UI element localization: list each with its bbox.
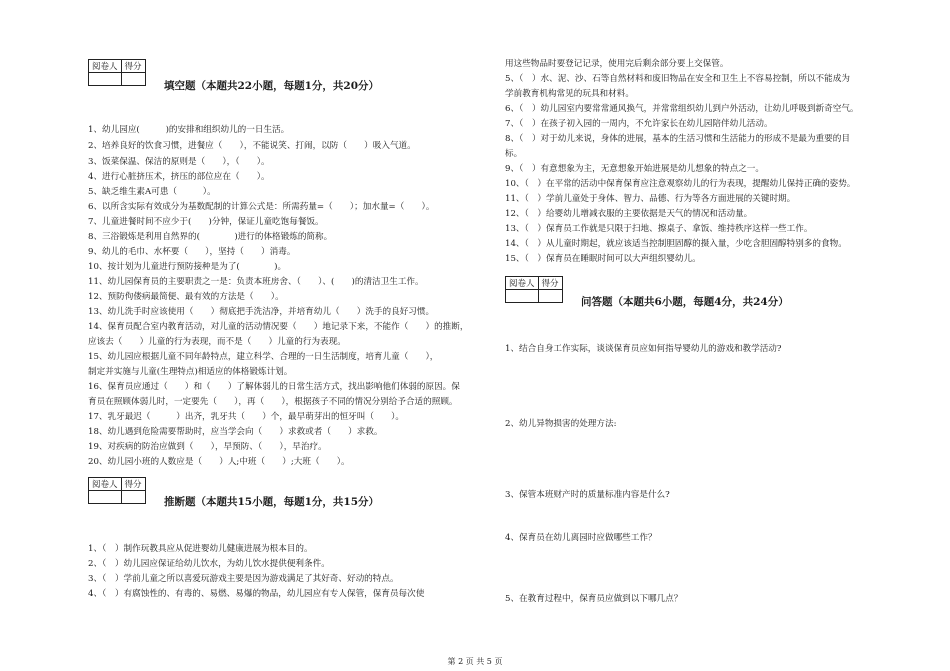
score-label: 得分 xyxy=(121,478,145,491)
qa-item: 4、保育员在幼儿离园时应做哪些工作？ xyxy=(505,533,657,543)
fill-item: 14、保育员配合室内教育活动，对儿童的活动情况要（ ）地记录下来，不能作（ ）的推断， xyxy=(88,322,469,332)
reviewer-label: 阅卷人 xyxy=(89,60,122,73)
judge-item: 6、（ ）幼儿园室内要常常通风换气，并常常组织幼儿到户外活动，让幼儿呼吸到新奇空气。 xyxy=(505,104,859,114)
score-table-qa xyxy=(505,276,563,303)
judge-item: 2、（ ）幼儿园应保证给幼儿饮水，为幼儿饮水提供便利条件。 xyxy=(88,559,330,569)
reviewer-cell[interactable] xyxy=(89,491,122,504)
fill-item: 10、按计划为儿童进行预防接种是为了( )。 xyxy=(88,262,287,272)
fill-item: 应该去（ ）儿童的行为表现，而不是（ ）儿童的行为表现。 xyxy=(88,337,346,347)
fill-item: 7、儿童进餐时间不应少于( )分钟，保证儿童吃饱每餐饭。 xyxy=(88,217,324,227)
fill-item: 育员在照顾体弱儿时，一定要先（ ），再（ ），根据孩子不同的情况分别给予合适的照顾。 xyxy=(88,397,458,407)
qa-item: 2、幼儿异物损害的处理方法: xyxy=(505,419,617,429)
fill-blank-title: 填空题（本题共22小题，每题1分，共20分） xyxy=(164,80,380,92)
judge-item: 10、（ ）在平常的活动中保育保育应注意观察幼儿的行为表现，提醒幼儿保持正确的姿势。 xyxy=(505,179,856,189)
judge-item: 1、（ ）制作玩教具应从促进婴幼儿健康进展为根本目的。 xyxy=(88,544,313,554)
fill-item: 5、缺乏维生素A可患（ ）。 xyxy=(88,187,216,197)
judge-item: 14、（ ）从儿童时期起，就应该适当控制胆固醇的摄入量，少吃含胆固醇特别多的食物。 xyxy=(505,239,847,249)
fill-item: 6、以所含实际有效成分为基数配制的计算公式是：所需药量=（ ）；加水量=（ ）。 xyxy=(88,202,435,212)
qa-title: 问答题（本题共6小题，每题4分，共24分） xyxy=(581,296,789,308)
reviewer-label: 阅卷人 xyxy=(89,478,122,491)
score-table-fill xyxy=(88,59,146,86)
fill-item: 19、对疾病的防治应做到（ ），早预防、（ ），早治疗。 xyxy=(88,442,327,452)
judge-item: 4、（ ）有腐蚀性的、有毒的、易燃、易爆的物品，幼儿园应有专人保管，保育员每次使 xyxy=(88,589,425,599)
fill-item: 20、幼儿园小班的人数应是（ ）人;中班（ ）;大班（ ）。 xyxy=(88,457,350,467)
qa-item: 5、在教育过程中，保育员应做到以下哪几点？ xyxy=(505,594,683,604)
judge-item: 学前教育机构常见的玩具和材料。 xyxy=(505,89,634,99)
score-label: 得分 xyxy=(121,60,145,73)
judge-item: 标。 xyxy=(505,149,523,159)
fill-item: 8、三浴锻炼是利用自然界的( )进行的体格锻炼的简称。 xyxy=(88,232,333,242)
fill-item: 9、幼儿的毛巾、水杯要（ ），坚持（ ）消毒。 xyxy=(88,247,296,257)
score-label: 得分 xyxy=(538,277,562,290)
judge-title: 推断题（本题共15小题，每题1分，共15分） xyxy=(164,496,380,508)
fill-item: 16、保育员应通过（ ）和（ ）了解体弱儿的日常生活方式，找出影响他们体弱的原因。保 xyxy=(88,382,460,392)
qa-item: 3、保管本班财产时的质量标准内容是什么? xyxy=(505,490,670,500)
judge-item: 11、（ ）学前儿童处于身体、智力、品德、行为等各方面进展的关键时期。 xyxy=(505,194,796,204)
score-cell[interactable] xyxy=(121,73,145,86)
reviewer-label: 阅卷人 xyxy=(506,277,539,290)
score-cell[interactable] xyxy=(538,290,562,303)
judge-item: 7、（ ）在孩子初入园的一周内，不允许家长在幼儿园陪伴幼儿活动。 xyxy=(505,119,773,129)
fill-item: 2、培养良好的饮食习惯，进餐应（ ），不能说笑、打闹，以防（ ）吸入气道。 xyxy=(88,141,416,151)
judge-item: 5、（ ）水、泥、沙、石等自然材料和废旧物品在安全和卫生上不容易控制，所以不能成为 xyxy=(505,74,850,84)
judge-item: 12、（ ）给婴幼儿增减衣服的主要依据是天气的情况和活动量。 xyxy=(505,209,753,219)
score-table-judge xyxy=(88,477,146,504)
page-footer: 第 2 页 共 5 页 xyxy=(447,657,503,666)
fill-item: 3、饭菜保温、保洁的原则是（ ），（ ）。 xyxy=(88,157,270,167)
judge-item: 9、（ ）有意想象为主，无意想象开始进展是幼儿想象的特点之一。 xyxy=(505,164,764,174)
judge-item: 3、（ ）学前儿童之所以喜爱玩游戏主要是因为游戏满足了其好奇、好动的特点。 xyxy=(88,574,399,584)
fill-item: 13、幼儿洗手时应该使用（ ）彻底把手洗洁净，并培育幼儿（ ）洗手的良好习惯。 xyxy=(88,307,435,317)
judge-item: 15、（ ）保育员在睡眠时间可以大声组织婴幼儿。 xyxy=(505,254,701,264)
fill-item: 1、幼儿园应( )的安排和组织幼儿的一日生活。 xyxy=(88,125,290,135)
judge-item: 8、（ ）对于幼儿来说，身体的进展，基本的生活习惯和生活能力的形成不是最为重要的目 xyxy=(505,134,850,144)
reviewer-cell[interactable] xyxy=(506,290,539,303)
fill-item: 18、幼儿遇到危险需要帮助时，应当学会向（ ）求救或者（ ）求救。 xyxy=(88,427,383,437)
fill-item: 15、幼儿园应根据儿童不同年龄特点，建立科学、合理的一日生活制度，培育儿童（ ）， xyxy=(88,352,439,362)
score-cell[interactable] xyxy=(121,491,145,504)
judge-item: 13、（ ）保育员工作就是只限于扫地、擦桌子、拿饭、维持秩序这样一些工作。 xyxy=(505,224,813,234)
fill-item: 17、乳牙最迟（ ）出齐，乳牙共（ ）个，最早萌芽出的恒牙叫（ ）。 xyxy=(88,412,405,422)
qa-item: 1、结合自身工作实际，谈谈保育员应如何指导婴幼儿的游戏和教学活动? xyxy=(505,344,782,354)
fill-item: 11、幼儿园保育员的主要职责之一是：负责本班房舍、（ ）、( )的清洁卫生工作。 xyxy=(88,277,424,287)
fill-item: 制定并实施与儿童(生理特点)相适应的体格锻炼计划。 xyxy=(88,367,293,377)
fill-item: 4、进行心脏挤压术，挤压的部位应在（ ）。 xyxy=(88,172,270,182)
fill-item: 12、预防佝偻病最简便、最有效的方法是（ ）。 xyxy=(88,292,284,302)
judge-item: 用这些物品时要登记记录，使用完后剩余部分要上交保管。 xyxy=(505,59,729,69)
reviewer-cell[interactable] xyxy=(89,73,122,86)
